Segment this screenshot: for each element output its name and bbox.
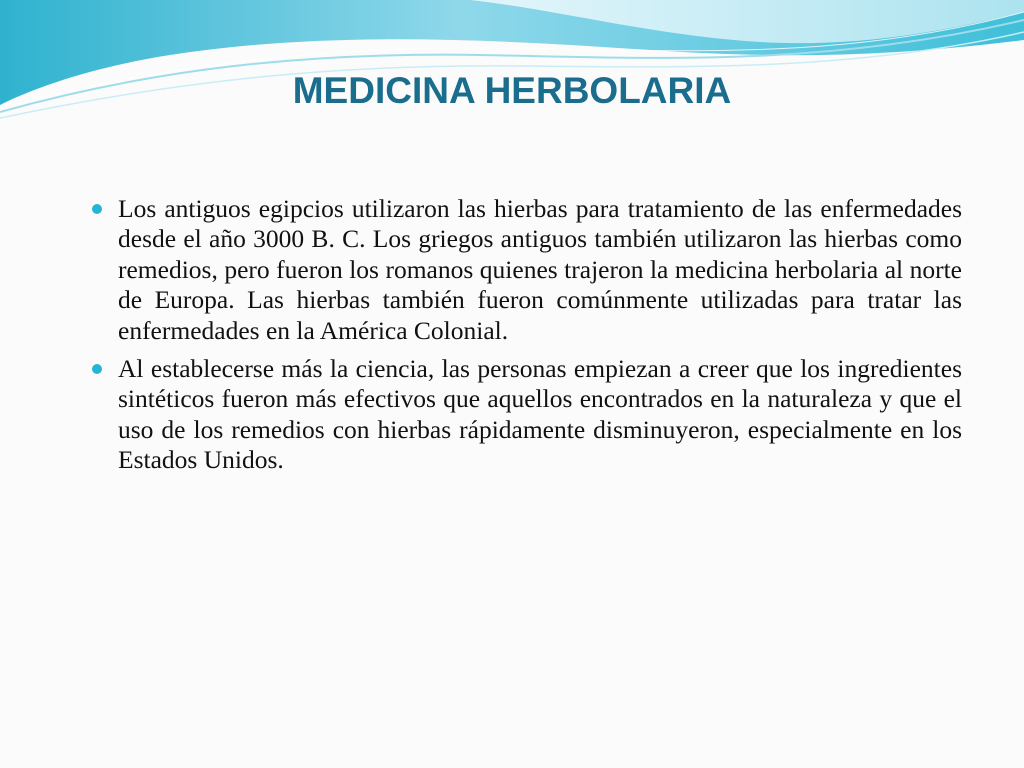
slide-title: MEDICINA HERBOLARIA — [292, 70, 732, 111]
bullet-text: Los antiguos egipcios utilizaron las hierbas para tratamiento de las enfermedades desde el año 3000 B. C. Los griegos antiguos también utilizaron las hierbas como remedios, pero fueron los romanos quienes trajeron la medicina herbolaria al norte de Europa. Las hierbas también fueron comúnmente utilizadas para tratar las enfermedades en la América Colonial. — [118, 194, 962, 345]
bullet-item — [86, 354, 962, 476]
bullet-text: Al establecerse más la ciencia, las personas empiezan a creer que los ingredientes sintéticos fueron más efectivos que aquellos encontrados en la naturaleza y que el uso de los remedios con hierbas rápidamente disminuyeron, especialmente en los Estados Unidos. — [118, 354, 962, 475]
bullet-dot-icon — [92, 364, 102, 374]
bullet-list — [86, 194, 962, 484]
bullet-dot-icon — [92, 204, 102, 214]
bullet-item — [86, 194, 962, 346]
